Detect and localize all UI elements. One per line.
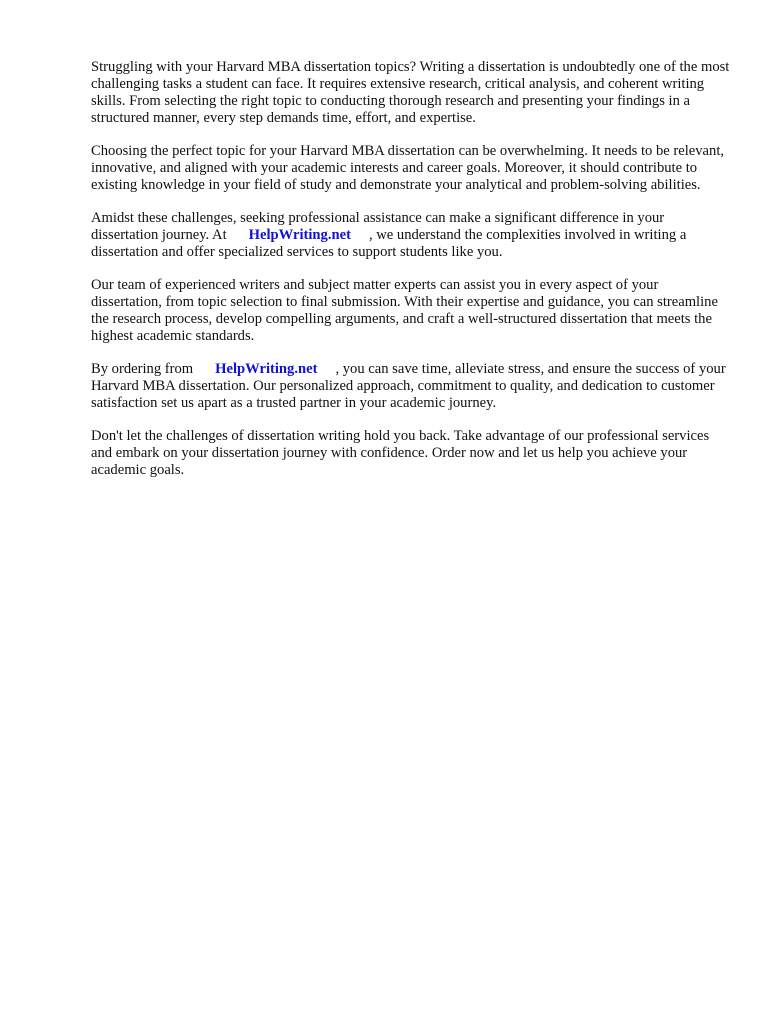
paragraph-assistance [91,210,731,261]
paragraph-team: Our team of experienced writers and subject matter experts can assist you in every aspect of your dissertation, from topic selection to final submission. With their expertise and guidance, you can streamline the research process, develop compelling arguments, and craft a well-structured dissertation that meets the highest academic standards. [91,277,718,344]
paragraph-ordering-before: By ordering from [91,361,194,377]
document-body [91,59,731,495]
paragraph-closing: Don't let the challenges of dissertation writing hold you back. Take advantage of our professional services and embark on your dissertation journey with confidence. Order now and let us help you achieve your academic goals. [91,428,710,478]
helpwriting-link-2[interactable]: HelpWriting.net [215,361,318,377]
paragraph-assistance-after: , we understand the complexities involved in writing a dissertation and offer specialized services to support students like you. [91,227,687,260]
paragraph-intro: Struggling with your Harvard MBA dissertation topics? Writing a dissertation is undoubtedly one of the most challenging tasks a student can face. It requires extensive research, critical analysis, and coherent writing skills. From selecting the right topic to conducting thorough research and presenting your findings in a structured manner, every step demands time, effort, and expertise. [91,59,730,126]
paragraph-ordering [91,361,731,412]
helpwriting-link[interactable]: HelpWriting.net [248,227,351,243]
paragraph-topic-choice: Choosing the perfect topic for your Harvard MBA dissertation can be overwhelming. It needs to be relevant, innovative, and aligned with your academic interests and career goals. Moreover, it should contribute to existing knowledge in your field of study and demonstrate your analytical and problem-solving abilities. [91,143,725,193]
paragraph-assistance-before: Amidst these challenges, seeking professional assistance can make a significant difference in your dissertation journey. At [91,210,665,243]
paragraph-ordering-after: , you can save time, alleviate stress, and ensure the success of your Harvard MBA dissertation. Our personalized approach, commitment to quality, and dedication to customer satisfaction set us apart as a trusted partner in your academic journey. [91,361,726,411]
